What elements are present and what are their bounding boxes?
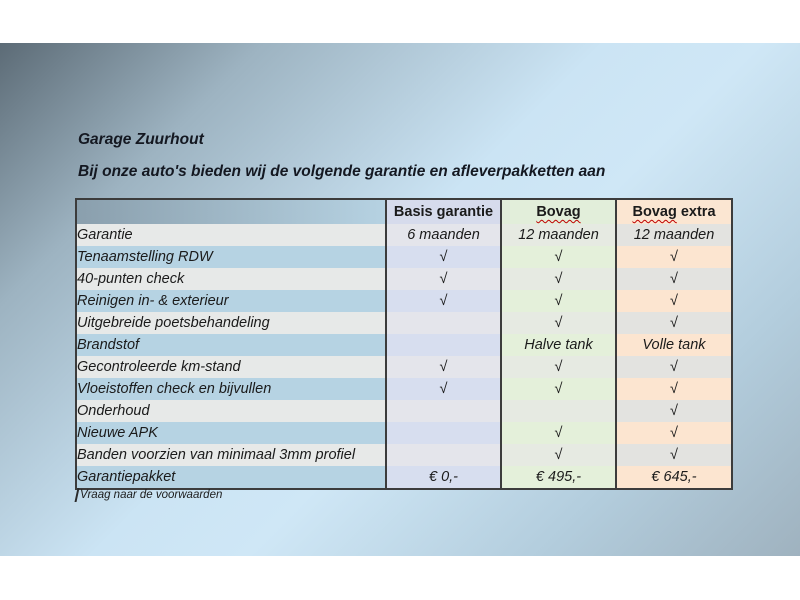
checkmark-cell: √	[501, 290, 616, 312]
row-label: Vloeistoffen check en bijvullen	[76, 378, 386, 400]
row-label: Gecontroleerde km-stand	[76, 356, 386, 378]
header-basis-garantie	[386, 199, 501, 224]
row-label: 40-punten check	[76, 268, 386, 290]
row-label: Tenaamstelling RDW	[76, 246, 386, 268]
value-cell: Volle tank	[616, 334, 732, 356]
value-cell	[386, 422, 501, 444]
value-cell: Halve tank	[501, 334, 616, 356]
checkmark-cell: √	[386, 290, 501, 312]
row-label: Uitgebreide poetsbehandeling	[76, 312, 386, 334]
header-bovag-label: Bovag	[536, 204, 581, 220]
table-row	[76, 224, 732, 246]
row-label: Garantie	[76, 224, 386, 246]
header-row	[76, 199, 732, 224]
table-row	[76, 378, 732, 400]
value-cell: 6 maanden	[386, 224, 501, 246]
value-cell	[501, 400, 616, 422]
checkmark-cell: √	[501, 312, 616, 334]
checkmark-cell: √	[386, 268, 501, 290]
table-header	[76, 199, 732, 224]
table-row	[76, 400, 732, 422]
footer-note: Vraag naar de voorwaarden	[80, 489, 223, 501]
table-row	[76, 312, 732, 334]
checkmark-cell: √	[501, 246, 616, 268]
table-row	[76, 466, 732, 489]
row-label: Nieuwe APK	[76, 422, 386, 444]
gradient-background	[0, 43, 800, 556]
checkmark-cell: √	[616, 290, 732, 312]
value-cell	[386, 444, 501, 466]
checkmark-cell: √	[616, 268, 732, 290]
checkmark-cell: √	[616, 400, 732, 422]
value-cell	[386, 312, 501, 334]
checkmark-cell: √	[616, 246, 732, 268]
checkmark-cell: √	[501, 378, 616, 400]
checkmark-cell: √	[386, 356, 501, 378]
page-title: Garage Zuurhout	[78, 131, 204, 148]
checkmark-cell: √	[616, 312, 732, 334]
header-bovag-extra	[616, 199, 732, 224]
header-bovag-extra-word: Bovag	[632, 204, 677, 220]
row-label: Garantiepakket	[76, 466, 386, 489]
table-row	[76, 334, 732, 356]
table-row	[76, 356, 732, 378]
checkmark-cell: √	[501, 422, 616, 444]
page-subtitle: Bij onze auto's bieden wij de volgende garantie en afleverpakketten aan	[78, 163, 606, 180]
row-label: Brandstof	[76, 334, 386, 356]
header-empty-cell	[76, 199, 386, 224]
top-white-band	[0, 0, 800, 43]
checkmark-cell: √	[501, 356, 616, 378]
value-cell	[386, 334, 501, 356]
checkmark-cell: √	[386, 378, 501, 400]
value-cell: € 0,-	[386, 466, 501, 489]
checkmark-cell: √	[501, 268, 616, 290]
table-row	[76, 246, 732, 268]
value-cell: 12 maanden	[616, 224, 732, 246]
value-cell	[386, 400, 501, 422]
table-body	[76, 224, 732, 489]
table-row	[76, 444, 732, 466]
checkmark-cell: √	[616, 422, 732, 444]
table-row	[76, 268, 732, 290]
row-label: Onderhoud	[76, 400, 386, 422]
checkmark-cell: √	[501, 444, 616, 466]
table-row	[76, 422, 732, 444]
checkmark-cell: √	[616, 378, 732, 400]
garantie-table	[75, 198, 733, 490]
value-cell: € 495,-	[501, 466, 616, 489]
table-row	[76, 290, 732, 312]
value-cell: € 645,-	[616, 466, 732, 489]
value-cell: 12 maanden	[501, 224, 616, 246]
checkmark-cell: √	[616, 444, 732, 466]
bottom-white-band	[0, 556, 800, 600]
header-basis-label: Basis garantie	[393, 204, 494, 220]
row-label: Reinigen in- & exterieur	[76, 290, 386, 312]
header-bovag	[501, 199, 616, 224]
row-label: Banden voorzien van minimaal 3mm profiel	[76, 444, 386, 466]
cursor-mark	[75, 488, 80, 502]
header-bovag-extra-suffix: extra	[676, 204, 716, 220]
checkmark-cell: √	[616, 356, 732, 378]
checkmark-cell: √	[386, 246, 501, 268]
